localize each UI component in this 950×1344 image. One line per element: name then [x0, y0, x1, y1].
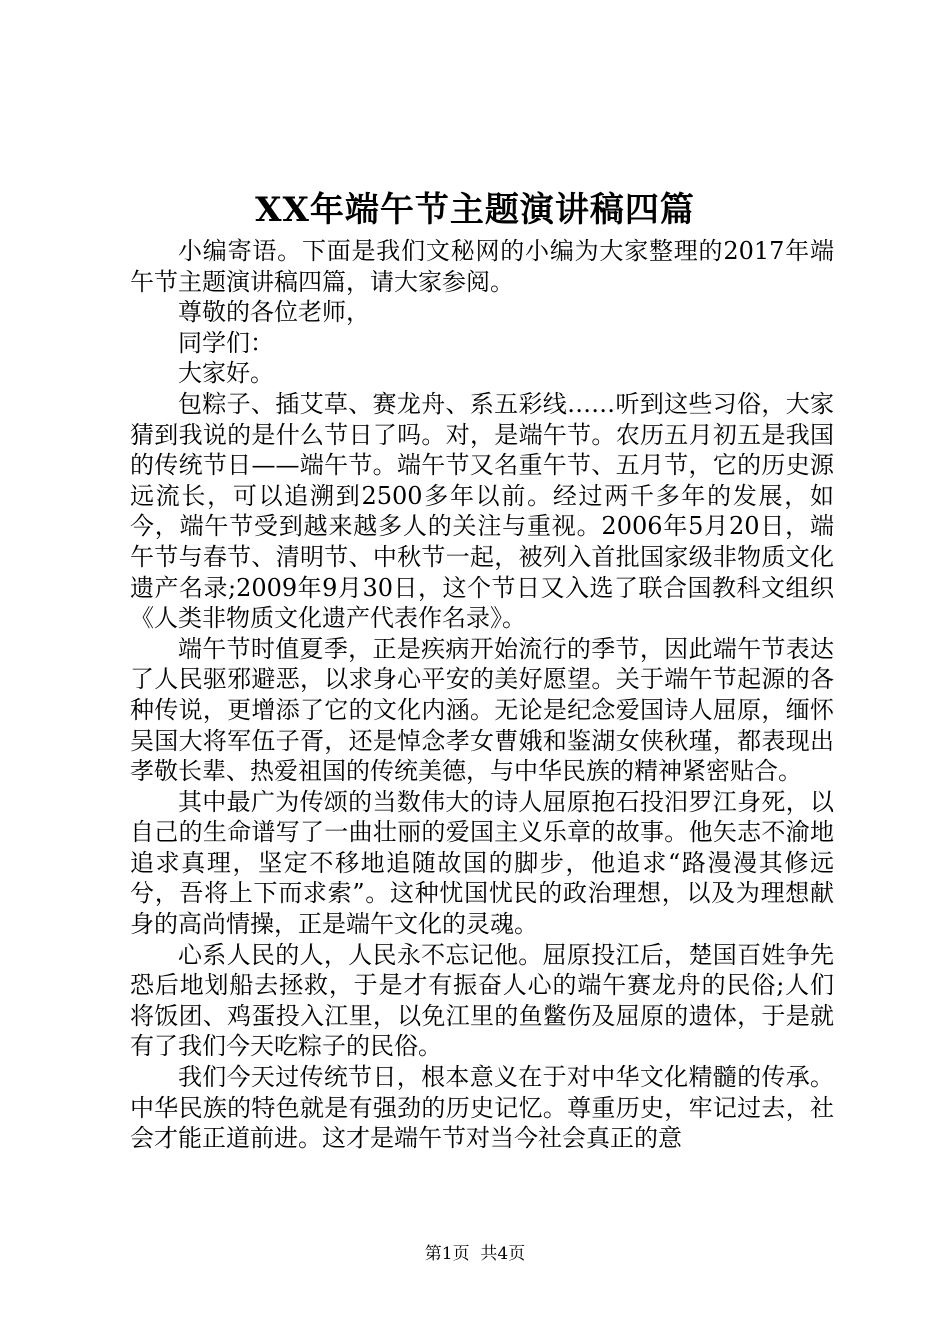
paragraph-people: 心系人民的人，人民永不忘记他。屈原投江后，楚国百姓争先恐后地划船去拯救，于是才有振奋人心的端午赛龙舟的民俗;人们将饭团、鸡蛋投入江里，以免江里的鱼鳖伤及屈原的遗体，于是就有了我们今天吃粽子的民俗。	[130, 940, 834, 1061]
paragraph-heritage: 我们今天过传统节日，根本意义在于对中华文化精髓的传承。中华民族的特色就是有强劲的历史记忆。尊重历史，牢记过去，社会才能正道前进。这才是端午节对当今社会真正的意	[130, 1063, 834, 1153]
paragraph-salutation: 尊敬的各位老师，	[178, 298, 370, 327]
paragraph-origins: 端午节时值夏季，正是疾病开始流行的季节，因此端午节表达了人民驱邪避恶，以求身心平安的美好愿望。关于端午节起源的各种传说，更增添了它的文化内涵。无论是纪念爱国诗人屈原，缅怀吴国大将军伍子胥，还是悼念孝女曹娥和鉴湖女侠秋瑾，都表现出孝敬长辈、热爱祖国的传统美德，与中华民族的精神紧密贴合。	[130, 634, 834, 786]
page-footer	[0, 1242, 950, 1266]
paragraph-quyuan: 其中最广为传颂的当数伟大的诗人屈原抱石投汨罗江身死，以自己的生命谱写了一曲壮丽的爱国主义乐章的故事。他矢志不渝地追求真理，坚定不移地追随故国的脚步，他追求“路漫漫其修远兮，吾将上下而求索”。这种忧国忧民的政治理想，以及为理想献身的高尚情操，正是端午文化的灵魂。	[130, 787, 834, 939]
paragraph-audience: 同学们：	[178, 328, 274, 357]
page-total: 共4页	[480, 1244, 526, 1264]
paragraph-intro: 小编寄语。下面是我们文秘网的小编为大家整理的2017年端午节主题演讲稿四篇，请大家参阅。	[130, 237, 834, 296]
paragraph-customs: 包粽子、插艾草、赛龙舟、系五彩线……听到这些习俗，大家猜到我说的是什么节日了吗。对，是端午节。农历五月初五是我国的传统节日——端午节。端午节又名重午节、五月节，它的历史源远流长，可以追溯到2500多年以前。经过两千多年的发展，如今，端午节受到越来越多人的关注与重视。2006年5月20日，端午节与春节、清明节、中秋节一起，被列入首批国家级非物质文化遗产名录;2009年9月30日，这个节日又入选了联合国教科文组织《人类非物质文化遗产代表作名录》。	[130, 389, 834, 633]
page-number: 第1页	[424, 1244, 470, 1264]
paragraph-greeting: 大家好。	[178, 359, 274, 388]
document-body	[130, 236, 834, 1154]
document-title: XX年端午节主题演讲稿四篇	[255, 190, 695, 230]
